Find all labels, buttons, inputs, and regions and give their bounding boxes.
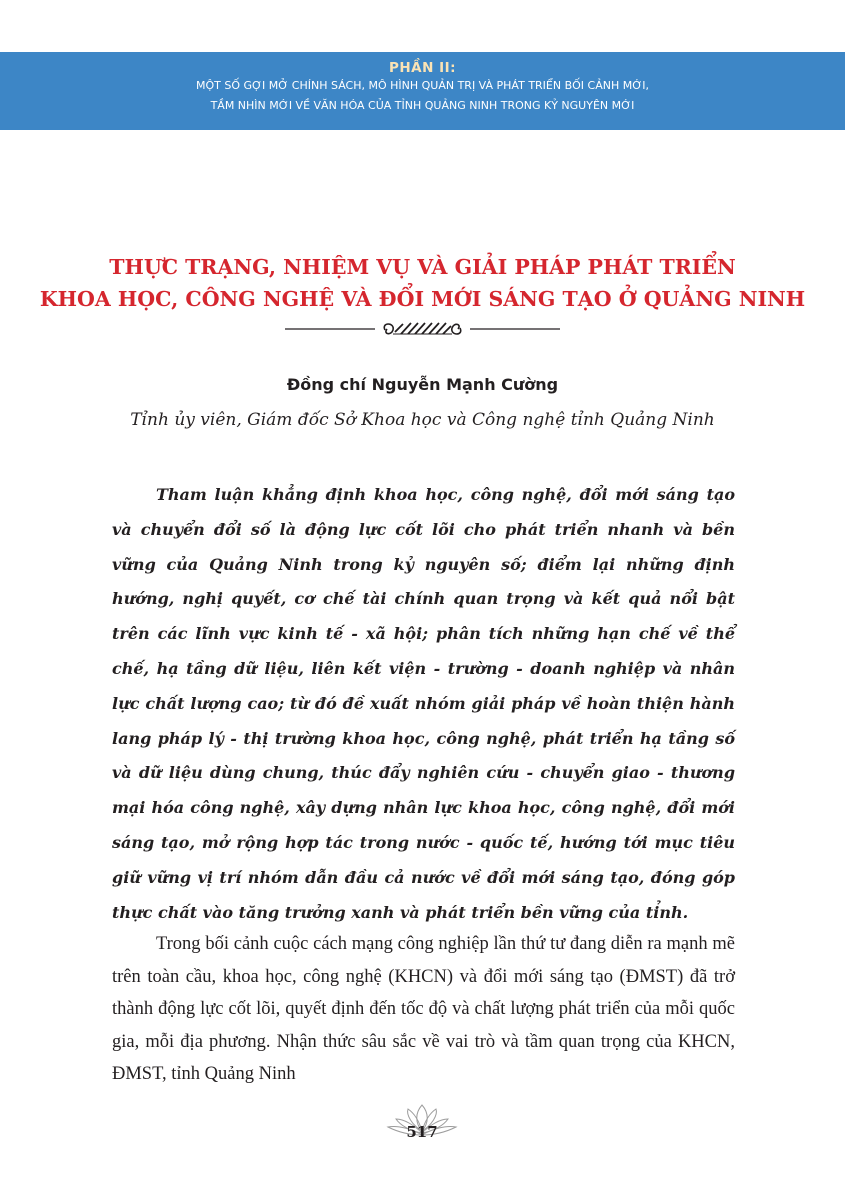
section-header-band: [0, 52, 845, 130]
author-role: Tỉnh ủy viên, Giám đốc Sở Khoa học và Công nghệ tỉnh Quảng Ninh: [130, 410, 715, 430]
body-paragraph: Trong bối cảnh cuộc cách mạng công nghiệp lần thứ tư đang diễn ra mạnh mẽ trên toàn cầu, khoa học, công nghệ (KHCN) và đổi mới sáng tạo (ĐMST) đã trở thành động lực cốt lõi, quyết định đến tốc độ và chất lượng phát triển của mỗi quốc gia, mỗi địa phương. Nhận thức sâu sắc về vai trò và tầm quan trọng của KHCN, ĐMST, tỉnh Quảng Ninh: [112, 934, 735, 1085]
title-ornament-divider: [285, 318, 560, 340]
article-title-line2: KHOA HỌC, CÔNG NGHỆ VÀ ĐỔI MỚI SÁNG TẠO Ở QUẢNG NINH: [39, 287, 806, 311]
page-number-badge: [382, 1103, 462, 1148]
author-name: Đồng chí Nguyễn Mạnh Cường: [286, 375, 559, 394]
page-number: 517: [406, 1123, 438, 1141]
abstract-paragraph: Tham luận khẳng định khoa học, công nghệ, đổi mới sáng tạo và chuyển đổi số là động lực cốt lõi cho phát triển nhanh và bền vững của Quảng Ninh trong kỷ nguyên số; điểm lại những định hướng, nghị quyết, cơ chế tài chính quan trọng và kết quả nổi bật trên các lĩnh vực kinh tế - xã hội; phân tích những hạn chế về thể chế, hạ tầng dữ liệu, liên kết viện - trường - doanh nghiệp và nhân lực chất lượng cao; từ đó đề xuất nhóm giải pháp về hoàn thiện hành lang pháp lý - thị trường khoa học, công nghệ, phát triển hạ tầng số và dữ liệu dùng chung, thúc đẩy nghiên cứu - chuyển giao - thương mại hóa công nghệ, xây dựng nhân lực khoa học, công nghệ, đổi mới sáng tạo, mở rộng hợp tác trong nước - quốc tế, hướng tới mục tiêu giữ vững vị trí nhóm dẫn đầu cả nước về đổi mới sáng tạo, đóng góp thực chất vào tăng trưởng xanh và phát triển bền vững của tỉnh.: [112, 485, 735, 922]
article-title-line1: THỰC TRẠNG, NHIỆM VỤ VÀ GIẢI PHÁP PHÁT TRIỂN: [109, 255, 736, 279]
section-subtitle-line1: MỘT SỐ GỢI MỞ CHÍNH SÁCH, MÔ HÌNH QUẢN TRỊ VÀ PHÁT TRIỂN BỐI CẢNH MỚI,: [195, 79, 650, 92]
article-title: [0, 251, 845, 315]
section-subtitle-line2: TẦM NHÌN MỚI VỀ VĂN HÓA CỦA TỈNH QUẢNG NINH TRONG KỶ NGUYÊN MỚI: [210, 99, 635, 112]
section-part-label: PHẦN II:: [388, 60, 457, 76]
